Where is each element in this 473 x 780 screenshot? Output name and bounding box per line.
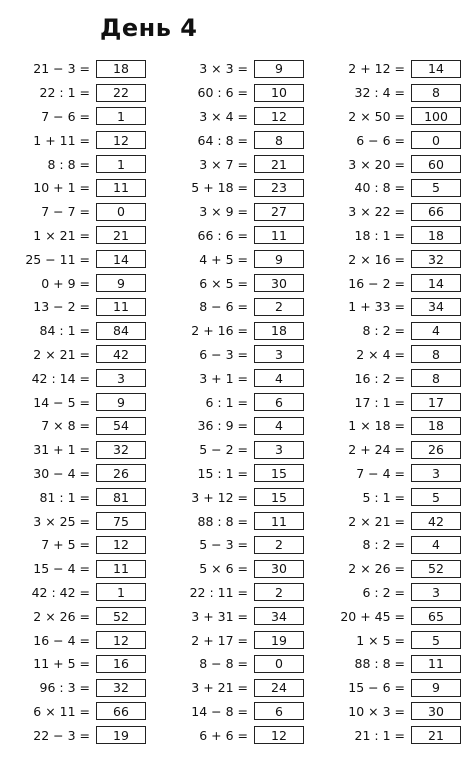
exercise-expression: 6 × 5 = (199, 275, 248, 291)
exercise-expression: 6 + 6 = (199, 727, 248, 743)
exercise-row (335, 723, 465, 747)
exercise-row (20, 128, 150, 152)
answer-box: 1 (96, 155, 146, 173)
exercise-row (335, 485, 465, 509)
exercise-expression: 15 − 4 = (33, 561, 90, 577)
exercise-expression: 8 : 2 = (362, 537, 405, 553)
exercise-expression: 5 − 3 = (199, 537, 248, 553)
exercise-expression: 6 − 6 = (356, 132, 405, 148)
answer-box: 16 (96, 655, 146, 673)
answer-box: 4 (254, 417, 304, 435)
answer-box: 4 (254, 369, 304, 387)
exercise-row (20, 485, 150, 509)
exercise-expression: 14 − 8 = (191, 703, 248, 719)
exercise-column-2 (178, 57, 308, 747)
answer-box: 42 (411, 512, 461, 530)
exercise-expression: 6 : 1 = (205, 394, 248, 410)
exercise-expression: 2 + 12 = (348, 61, 405, 77)
exercise-row (20, 81, 150, 105)
exercise-row (335, 462, 465, 486)
answer-box: 32 (96, 441, 146, 459)
answer-box: 84 (96, 322, 146, 340)
exercise-row (178, 652, 308, 676)
exercise-expression: 20 + 45 = (340, 608, 405, 624)
exercise-row (335, 628, 465, 652)
answer-box: 2 (254, 298, 304, 316)
answer-box: 65 (411, 607, 461, 625)
exercise-expression: 7 − 4 = (356, 465, 405, 481)
answer-box: 15 (254, 488, 304, 506)
exercise-expression: 16 − 2 = (348, 275, 405, 291)
answer-box: 0 (411, 131, 461, 149)
answer-box: 15 (254, 464, 304, 482)
exercise-row (20, 271, 150, 295)
exercise-row (335, 604, 465, 628)
exercise-expression: 7 − 6 = (41, 108, 90, 124)
exercise-row (178, 224, 308, 248)
exercise-row (335, 438, 465, 462)
exercise-expression: 2 + 16 = (191, 323, 248, 339)
answer-box: 8 (411, 84, 461, 102)
exercise-row (20, 533, 150, 557)
exercise-row (335, 414, 465, 438)
exercise-expression: 5 : 1 = (362, 489, 405, 505)
answer-box: 24 (254, 679, 304, 697)
answer-box: 81 (96, 488, 146, 506)
answer-box: 30 (254, 274, 304, 292)
exercise-expression: 14 − 5 = (33, 394, 90, 410)
exercise-row (20, 295, 150, 319)
answer-box: 11 (96, 179, 146, 197)
exercise-row (178, 176, 308, 200)
exercise-row (178, 723, 308, 747)
exercise-row (335, 319, 465, 343)
answer-box: 0 (96, 203, 146, 221)
exercise-row (20, 414, 150, 438)
answer-box: 5 (411, 488, 461, 506)
exercise-row (20, 176, 150, 200)
exercise-row (335, 105, 465, 129)
exercise-expression: 2 × 21 = (348, 513, 405, 529)
exercise-row (178, 343, 308, 367)
exercise-expression: 96 : 3 = (39, 680, 90, 696)
answer-box: 75 (96, 512, 146, 530)
exercise-expression: 15 : 1 = (197, 465, 248, 481)
answer-box: 12 (254, 107, 304, 125)
exercise-row (178, 271, 308, 295)
exercise-row (335, 81, 465, 105)
answer-box: 26 (411, 441, 461, 459)
answer-box: 32 (96, 679, 146, 697)
exercise-row (178, 581, 308, 605)
exercise-expression: 0 + 9 = (41, 275, 90, 291)
exercise-expression: 36 : 9 = (197, 418, 248, 434)
exercise-row (335, 176, 465, 200)
answer-box: 4 (411, 536, 461, 554)
exercise-row (335, 200, 465, 224)
answer-box: 11 (96, 298, 146, 316)
exercise-column-1 (20, 57, 150, 747)
exercise-row (335, 366, 465, 390)
answer-box: 26 (96, 464, 146, 482)
answer-box: 2 (254, 583, 304, 601)
exercise-row (20, 462, 150, 486)
exercise-row (20, 628, 150, 652)
exercise-row (20, 366, 150, 390)
exercise-expression: 1 + 11 = (33, 132, 90, 148)
exercise-expression: 16 : 2 = (354, 370, 405, 386)
exercise-expression: 10 × 3 = (348, 703, 405, 719)
answer-box: 21 (254, 155, 304, 173)
answer-box: 2 (254, 536, 304, 554)
answer-box: 5 (411, 631, 461, 649)
answer-box: 3 (411, 583, 461, 601)
exercise-expression: 88 : 8 = (197, 513, 248, 529)
answer-box: 1 (96, 107, 146, 125)
answer-box: 5 (411, 179, 461, 197)
exercise-expression: 8 − 6 = (199, 299, 248, 315)
exercise-row (178, 414, 308, 438)
exercise-expression: 66 : 6 = (197, 227, 248, 243)
exercise-row (178, 390, 308, 414)
answer-box: 9 (96, 393, 146, 411)
answer-box: 66 (96, 702, 146, 720)
exercise-expression: 42 : 42 = (31, 584, 90, 600)
exercise-row (20, 247, 150, 271)
answer-box: 9 (411, 679, 461, 697)
exercise-expression: 22 : 11 = (189, 584, 248, 600)
answer-box: 11 (96, 560, 146, 578)
answer-box: 27 (254, 203, 304, 221)
exercise-expression: 3 × 4 = (199, 108, 248, 124)
exercise-row (178, 247, 308, 271)
exercise-expression: 81 : 1 = (39, 489, 90, 505)
exercise-expression: 1 + 33 = (348, 299, 405, 315)
answer-box: 11 (254, 226, 304, 244)
exercise-expression: 32 : 4 = (354, 85, 405, 101)
exercise-row (178, 509, 308, 533)
answer-box: 14 (411, 274, 461, 292)
exercise-row (20, 604, 150, 628)
exercise-expression: 2 + 24 = (348, 442, 405, 458)
answer-box: 21 (411, 726, 461, 744)
answer-box: 12 (96, 131, 146, 149)
exercise-expression: 8 : 8 = (47, 156, 90, 172)
answer-box: 12 (254, 726, 304, 744)
exercise-expression: 1 × 18 = (348, 418, 405, 434)
answer-box: 54 (96, 417, 146, 435)
answer-box: 52 (411, 560, 461, 578)
exercise-expression: 3 × 9 = (199, 204, 248, 220)
exercise-row (178, 604, 308, 628)
exercise-expression: 2 × 16 = (348, 251, 405, 267)
answer-box: 8 (254, 131, 304, 149)
exercise-row (335, 581, 465, 605)
exercise-expression: 7 × 8 = (41, 418, 90, 434)
exercise-expression: 22 − 3 = (33, 727, 90, 743)
exercise-expression: 1 × 5 = (356, 632, 405, 648)
exercise-row (335, 152, 465, 176)
exercise-expression: 3 + 21 = (191, 680, 248, 696)
answer-box: 8 (411, 345, 461, 363)
exercise-row (20, 676, 150, 700)
answer-box: 3 (411, 464, 461, 482)
answer-box: 18 (254, 322, 304, 340)
exercise-expression: 16 − 4 = (33, 632, 90, 648)
exercise-expression: 4 + 5 = (199, 251, 248, 267)
exercise-row (20, 652, 150, 676)
answer-box: 9 (96, 274, 146, 292)
exercise-expression: 7 + 5 = (41, 537, 90, 553)
exercise-row (20, 200, 150, 224)
exercise-expression: 3 + 1 = (199, 370, 248, 386)
answer-box: 66 (411, 203, 461, 221)
exercise-row (178, 700, 308, 724)
answer-box: 3 (254, 345, 304, 363)
exercise-expression: 25 − 11 = (25, 251, 90, 267)
exercise-row (20, 105, 150, 129)
answer-box: 14 (96, 250, 146, 268)
exercise-row (178, 81, 308, 105)
exercise-expression: 2 × 26 = (33, 608, 90, 624)
exercise-expression: 15 − 6 = (348, 680, 405, 696)
answer-box: 3 (96, 369, 146, 387)
exercise-expression: 13 − 2 = (33, 299, 90, 315)
answer-box: 12 (96, 536, 146, 554)
answer-box: 52 (96, 607, 146, 625)
answer-box: 6 (254, 393, 304, 411)
answer-box: 8 (411, 369, 461, 387)
exercise-expression: 60 : 6 = (197, 85, 248, 101)
exercise-row (178, 676, 308, 700)
exercise-expression: 6 : 2 = (362, 584, 405, 600)
exercise-expression: 18 : 1 = (354, 227, 405, 243)
exercise-row (20, 343, 150, 367)
exercise-row (20, 557, 150, 581)
exercise-expression: 2 × 50 = (348, 108, 405, 124)
exercise-row (20, 57, 150, 81)
exercise-expression: 10 + 1 = (33, 180, 90, 196)
answer-box: 18 (96, 60, 146, 78)
answer-box: 60 (411, 155, 461, 173)
answer-box: 14 (411, 60, 461, 78)
answer-box: 17 (411, 393, 461, 411)
exercise-expression: 3 × 7 = (199, 156, 248, 172)
exercise-row (178, 438, 308, 462)
exercise-row (178, 485, 308, 509)
exercise-row (178, 319, 308, 343)
exercise-expression: 31 + 1 = (33, 442, 90, 458)
exercise-expression: 5 + 18 = (191, 180, 248, 196)
exercise-row (335, 271, 465, 295)
exercise-expression: 21 − 3 = (33, 61, 90, 77)
exercise-expression: 2 × 4 = (356, 346, 405, 362)
exercise-column-3 (335, 57, 465, 747)
exercise-row (335, 295, 465, 319)
exercise-row (335, 557, 465, 581)
exercise-expression: 17 : 1 = (354, 394, 405, 410)
exercise-expression: 30 − 4 = (33, 465, 90, 481)
exercise-row (20, 700, 150, 724)
exercise-row (335, 652, 465, 676)
answer-box: 10 (254, 84, 304, 102)
exercise-row (20, 581, 150, 605)
answer-box: 23 (254, 179, 304, 197)
exercise-row (178, 57, 308, 81)
exercise-row (20, 723, 150, 747)
exercise-row (178, 557, 308, 581)
answer-box: 19 (96, 726, 146, 744)
answer-box: 30 (411, 702, 461, 720)
exercise-row (178, 295, 308, 319)
answer-box: 19 (254, 631, 304, 649)
exercise-expression: 2 × 26 = (348, 561, 405, 577)
exercise-expression: 3 × 25 = (33, 513, 90, 529)
exercise-row (335, 343, 465, 367)
answer-box: 34 (254, 607, 304, 625)
exercise-row (178, 462, 308, 486)
exercise-expression: 21 : 1 = (354, 727, 405, 743)
exercise-row (335, 57, 465, 81)
answer-box: 100 (411, 107, 461, 125)
exercise-expression: 88 : 8 = (354, 656, 405, 672)
exercise-row (335, 509, 465, 533)
answer-box: 18 (411, 226, 461, 244)
answer-box: 0 (254, 655, 304, 673)
exercise-row (335, 390, 465, 414)
answer-box: 42 (96, 345, 146, 363)
exercise-row (335, 247, 465, 271)
exercise-row (20, 509, 150, 533)
exercise-expression: 40 : 8 = (354, 180, 405, 196)
exercise-row (335, 128, 465, 152)
exercise-row (20, 390, 150, 414)
exercise-expression: 3 × 22 = (348, 204, 405, 220)
answer-box: 11 (254, 512, 304, 530)
answer-box: 4 (411, 322, 461, 340)
exercise-expression: 6 × 11 = (33, 703, 90, 719)
exercise-expression: 6 − 3 = (199, 346, 248, 362)
exercise-expression: 7 − 7 = (41, 204, 90, 220)
answer-box: 9 (254, 60, 304, 78)
exercise-expression: 84 : 1 = (39, 323, 90, 339)
exercise-row (20, 224, 150, 248)
exercise-row (335, 700, 465, 724)
exercise-row (20, 438, 150, 462)
exercise-expression: 2 + 17 = (191, 632, 248, 648)
exercise-expression: 5 × 6 = (199, 561, 248, 577)
answer-box: 11 (411, 655, 461, 673)
exercise-row (335, 533, 465, 557)
answer-box: 12 (96, 631, 146, 649)
exercise-expression: 42 : 14 = (31, 370, 90, 386)
exercise-expression: 64 : 8 = (197, 132, 248, 148)
exercise-expression: 3 × 20 = (348, 156, 405, 172)
exercise-row (178, 128, 308, 152)
exercise-row (335, 676, 465, 700)
answer-box: 6 (254, 702, 304, 720)
exercise-expression: 11 + 5 = (33, 656, 90, 672)
exercise-expression: 22 : 1 = (39, 85, 90, 101)
answer-box: 1 (96, 583, 146, 601)
exercise-row (178, 105, 308, 129)
answer-box: 18 (411, 417, 461, 435)
exercise-row (20, 319, 150, 343)
answer-box: 34 (411, 298, 461, 316)
exercise-expression: 8 : 2 = (362, 323, 405, 339)
exercise-row (178, 533, 308, 557)
answer-box: 32 (411, 250, 461, 268)
exercise-row (20, 152, 150, 176)
exercise-expression: 3 + 31 = (191, 608, 248, 624)
exercise-expression: 3 × 3 = (199, 61, 248, 77)
exercise-expression: 3 + 12 = (191, 489, 248, 505)
answer-box: 3 (254, 441, 304, 459)
exercise-expression: 8 − 8 = (199, 656, 248, 672)
exercise-expression: 1 × 21 = (33, 227, 90, 243)
answer-box: 9 (254, 250, 304, 268)
exercise-row (178, 366, 308, 390)
page-title: День 4 (100, 14, 198, 42)
exercise-row (178, 628, 308, 652)
answer-box: 22 (96, 84, 146, 102)
exercise-row (178, 152, 308, 176)
exercise-row (178, 200, 308, 224)
exercise-expression: 2 × 21 = (33, 346, 90, 362)
exercise-row (335, 224, 465, 248)
answer-box: 30 (254, 560, 304, 578)
answer-box: 21 (96, 226, 146, 244)
exercise-expression: 5 − 2 = (199, 442, 248, 458)
